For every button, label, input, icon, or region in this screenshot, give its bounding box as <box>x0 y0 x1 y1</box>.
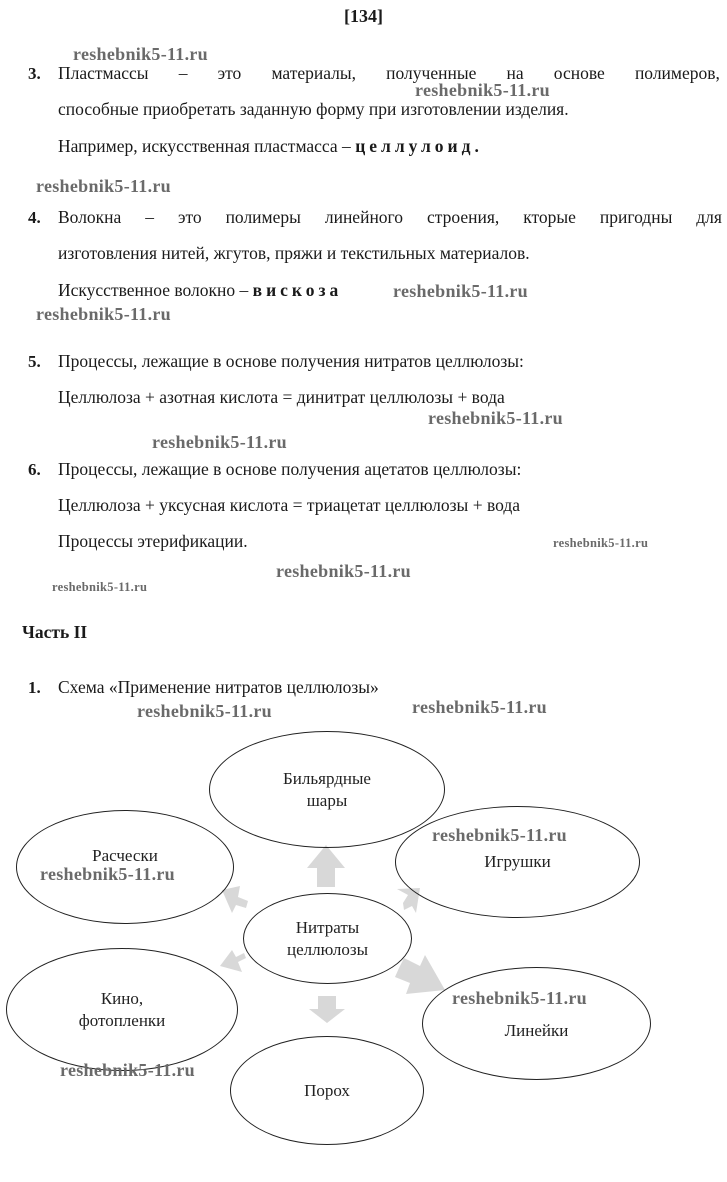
node-gunpowder <box>230 1036 424 1145</box>
word: для <box>696 207 722 227</box>
watermark: reshebnik5-11.ru <box>152 432 287 452</box>
item-4-example-prefix: Искусственное волокно – <box>58 280 249 300</box>
word: это <box>177 207 202 227</box>
node-combs-label: Расчески <box>92 846 158 865</box>
item-3-example-term: целлулоид. <box>355 136 483 156</box>
node-toys-label: Игрушки <box>484 852 551 871</box>
arrow-to-billiard <box>307 845 345 887</box>
word: – <box>145 207 154 227</box>
node-center-label: Нитраты целлюлозы <box>286 917 368 959</box>
node-toys <box>395 806 640 918</box>
word: кторые <box>523 207 576 227</box>
part-2-question-text: Схема «Применение нитратов целлюлозы» <box>58 677 379 697</box>
watermark: reshebnik5-11.ru <box>60 1060 195 1080</box>
word: полученные <box>386 63 477 83</box>
item-3-example-prefix: Например, искусственная пластмасса – <box>58 136 351 156</box>
item-3-line-2: способные приобретать заданную форму при изготовлении изделия. <box>58 99 569 119</box>
page-number: [134] <box>344 6 383 26</box>
arrow-to-rulers <box>395 955 445 994</box>
node-billiard-balls-label: Бильярдные шары <box>283 768 371 810</box>
item-4-example-term: вискоза <box>252 280 343 300</box>
arrow-to-powder <box>309 996 345 1023</box>
watermark: reshebnik5-11.ru <box>432 825 567 845</box>
item-6-line-1: Процессы, лежащие в основе получения ацетатов целлюлозы: <box>58 459 522 479</box>
node-billiard-balls <box>209 731 445 848</box>
node-cellulose-nitrates <box>243 893 412 984</box>
item-4-line-2: изготовления нитей, жгутов, пряжи и текстильных материалов. <box>58 243 530 263</box>
arrow-to-combs <box>222 886 248 913</box>
word: Пластмассы <box>58 63 149 83</box>
part-2-title: Часть II <box>22 622 88 642</box>
watermark: reshebnik5-11.ru <box>52 580 148 594</box>
watermark: reshebnik5-11.ru <box>452 988 587 1008</box>
item-5-line-2: Целлюлоза + азотная кислота = динитрат целлюлозы + вода <box>58 387 505 407</box>
item-4-number: 4. <box>28 208 41 227</box>
node-gunpowder-label: Порох <box>304 1080 350 1100</box>
watermark: reshebnik5-11.ru <box>276 561 411 581</box>
watermark: reshebnik5-11.ru <box>553 536 649 550</box>
watermark: reshebnik5-11.ru <box>36 176 171 196</box>
word: пригодны <box>599 207 673 227</box>
word: полимеров, <box>634 63 720 83</box>
node-film <box>6 948 238 1071</box>
item-5-line-1: Процессы, лежащие в основе получения нитратов целлюлозы: <box>58 351 524 371</box>
word: Волокна <box>58 207 122 227</box>
arrow-to-film <box>220 950 246 972</box>
watermark: reshebnik5-11.ru <box>428 408 563 428</box>
word: строения, <box>426 207 500 227</box>
node-rulers <box>422 967 651 1080</box>
part-2-question-number: 1. <box>28 678 41 697</box>
watermark: reshebnik5-11.ru <box>137 701 272 721</box>
word: на <box>506 63 524 83</box>
item-6-line-2: Целлюлоза + уксусная кислота = триацетат целлюлозы + вода <box>58 495 520 515</box>
word: полимеры <box>225 207 301 227</box>
watermark: reshebnik5-11.ru <box>40 864 175 884</box>
watermark: reshebnik5-11.ru <box>412 697 547 717</box>
word: основе <box>553 63 605 83</box>
word: это <box>217 63 242 83</box>
item-6-line-3: Процессы этерификации. <box>58 531 248 551</box>
item-3-number: 3. <box>28 64 41 83</box>
word: материалы, <box>271 63 357 83</box>
item-5-number: 5. <box>28 352 41 371</box>
word: – <box>178 63 188 83</box>
node-film-label: Кино, фотопленки <box>78 988 166 1030</box>
watermark: reshebnik5-11.ru <box>393 281 528 301</box>
watermark: reshebnik5-11.ru <box>415 80 550 100</box>
watermark: reshebnik5-11.ru <box>73 44 208 64</box>
watermark: reshebnik5-11.ru <box>36 304 171 324</box>
node-rulers-label: Линейки <box>504 1020 569 1040</box>
item-6-number: 6. <box>28 460 41 479</box>
word: линейного <box>324 207 404 227</box>
